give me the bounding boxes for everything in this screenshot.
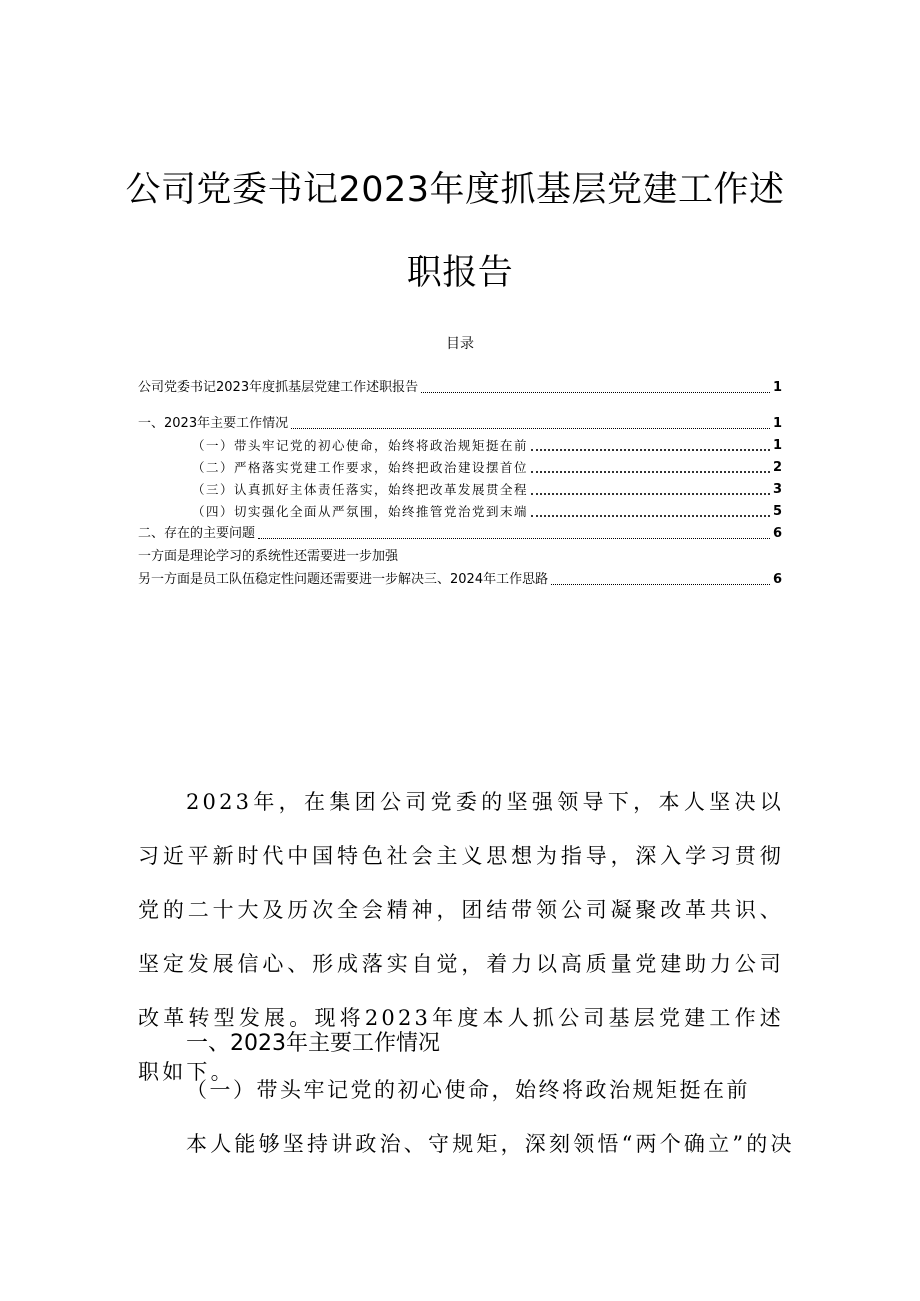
toc-entry[interactable] bbox=[138, 410, 782, 432]
toc-entry[interactable] bbox=[138, 454, 782, 476]
toc-page-number: 6 bbox=[772, 572, 782, 587]
toc-entry[interactable] bbox=[138, 498, 782, 520]
toc-entry[interactable] bbox=[138, 374, 782, 396]
toc-entry-text: （二）严格落实党建工作要求，始终把政治建设摆首位 bbox=[192, 460, 529, 475]
toc-entry[interactable] bbox=[138, 566, 782, 588]
toc-leader bbox=[531, 449, 770, 451]
toc-entry-text: 二、存在的主要问题 bbox=[138, 526, 256, 541]
document-title-line2: 职报告 bbox=[406, 253, 514, 293]
toc-entry-text: （四）切实强化全面从严氛围，始终推管党治党到末端 bbox=[192, 504, 529, 519]
toc-entry[interactable] bbox=[138, 543, 782, 565]
toc-page-number: 5 bbox=[772, 504, 782, 519]
toc-page-number: 6 bbox=[772, 526, 782, 541]
toc-page-number: 1 bbox=[772, 438, 782, 453]
toc-page-number: 2 bbox=[772, 460, 782, 475]
toc-entry-text: 另一方面是员工队伍稳定性问题还需要进一步解决三、2024年工作思路 bbox=[138, 572, 549, 587]
toc-page-number: 1 bbox=[772, 416, 782, 431]
document-title-line1: 公司党委书记2023年度抓基层党建工作述 bbox=[125, 170, 785, 210]
toc-leader bbox=[531, 515, 770, 517]
toc-entry[interactable] bbox=[138, 476, 782, 498]
toc-entry-text: 一、2023年主要工作情况 bbox=[138, 416, 289, 431]
toc-entry[interactable] bbox=[138, 520, 782, 542]
toc-heading: 目录 bbox=[446, 336, 474, 352]
toc-entry-text: （三）认真抓好主体责任落实，始终把改革发展贯全程 bbox=[192, 482, 529, 497]
subsection-heading-1: （一）带头牢记党的初心使命，始终将政治规矩挺在前 bbox=[186, 1078, 750, 1102]
toc-page-number: 1 bbox=[772, 380, 782, 395]
toc-leader bbox=[531, 471, 770, 473]
toc-leader bbox=[258, 538, 770, 539]
toc-entry[interactable] bbox=[138, 432, 782, 454]
toc-entry-text: 公司党委书记2023年度抓基层党建工作述职报告 bbox=[138, 380, 419, 395]
body-paragraph: 本人能够坚持讲政治、守规矩，深刻领悟“两个确立”的决 bbox=[186, 1132, 795, 1156]
toc-leader bbox=[291, 428, 770, 429]
toc-leader bbox=[531, 493, 770, 495]
toc-entry-text: 一方面是理论学习的系统性还需要进一步加强 bbox=[138, 549, 399, 564]
intro-paragraph: 2023年，在集团公司党委的坚强领导下，本人坚决以习近平新时代中国特色社会主义思想为指导，深入学习贯彻党的二十大及历次全会精神，团结带领公司凝聚改革共识、坚定发展信心、形成落实自觉，着力以高质量党建助力公司改革转型发展。现将2023年度本人抓公司基层党建工作述职如下。 bbox=[138, 790, 784, 1084]
toc-leader bbox=[551, 584, 770, 585]
toc-page-number: 3 bbox=[772, 482, 782, 497]
section-heading-1: 一、2023年主要工作情况 bbox=[186, 1031, 440, 1056]
toc-entry-text: （一）带头牢记党的初心使命，始终将政治规矩挺在前 bbox=[192, 438, 529, 453]
toc-leader bbox=[421, 392, 770, 393]
